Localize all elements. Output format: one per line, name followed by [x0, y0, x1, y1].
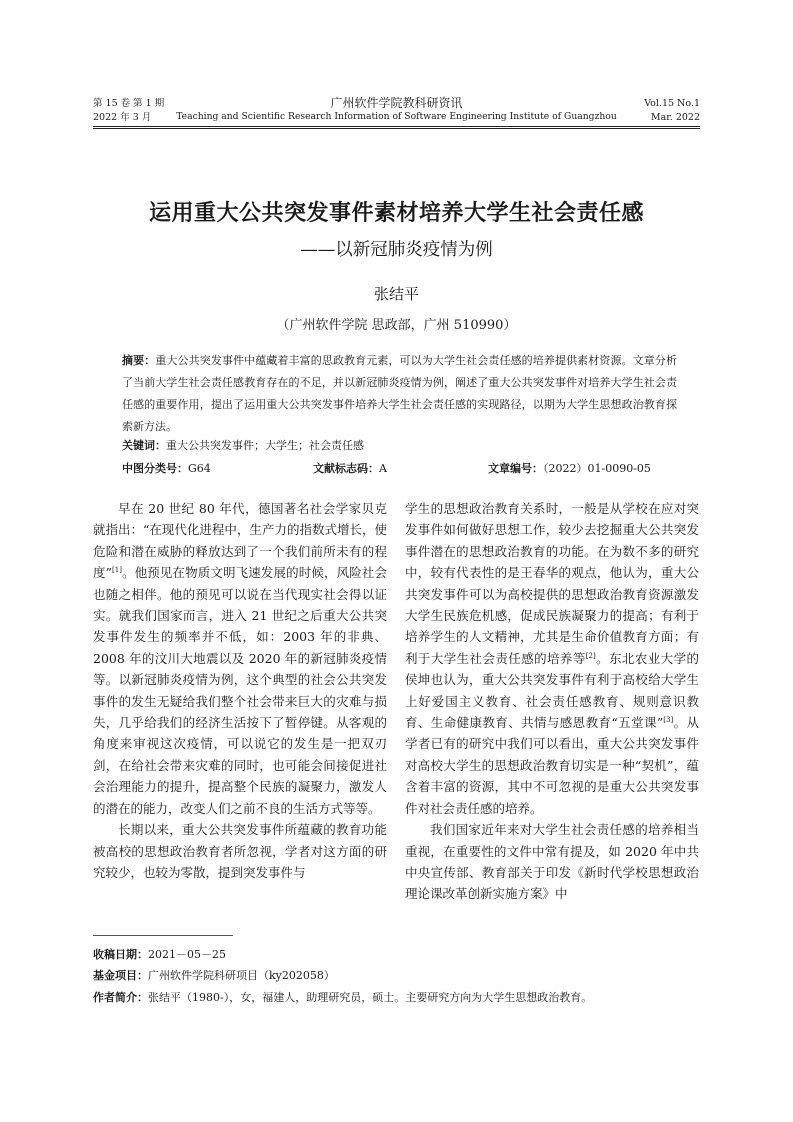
- keywords: [122, 437, 364, 453]
- citation-ref: [2]: [585, 651, 596, 660]
- body-text: 。从学者已有的研究中我们可以看出，重大公共突发事件对高校大学生的思想政治教育切实是一种“契机”，蕴含着丰富的资源，其中不可忽视的是重大公共突发事件对社会责任感的培养。: [405, 715, 699, 816]
- clc-number: [122, 460, 211, 476]
- body-column-right: [405, 498, 699, 905]
- footnote-label: 基金项目：: [93, 969, 148, 982]
- header-volume-en: Vol.15 No.1: [644, 98, 700, 109]
- header-date-cn: 2022 年 3 月: [93, 112, 152, 123]
- citation-ref: [1]: [112, 566, 122, 575]
- document-code: [313, 460, 387, 476]
- header-volume-cn: 第 15 卷 第 1 期: [93, 98, 165, 109]
- footnote-rule: [93, 935, 233, 936]
- keywords-text: 重大公共突发事件；大学生；社会责任感: [166, 439, 364, 452]
- article-affiliation: （广州软件学院 思政部，广州 510990）: [276, 318, 517, 333]
- citation-ref: [3]: [663, 715, 674, 724]
- body-text: 早在 20 世纪 80 年代，德国著名社会学家贝克就指出：“在现代化进程中，生产力的指数式增长，使危险和潜在威胁的释放达到了一个我们前所未有的程度”: [93, 501, 387, 581]
- abstract: [122, 350, 677, 438]
- body-text: 。他预见在物质文明飞速发展的时候，风险社会也随之相伴。他的预见可以说在当代现实社会得以证实。就我们国家而言，进入 21 世纪之后重大公共突发事件发生的频率并不低，如：2003 年的非典、2008 年的汶川大地震以及 2020 年的新冠肺炎疫情等。以新冠肺炎疫情为例，这个典型的社会公共突发事件的发生无疑给我们整个社会带来巨大的灾难与损失，几乎给我们的经济生活按下了暂停键。从客观的角度来审视这次疫情，可以说它的发生是一把双刃剑，在给社会带来灾难的同时，也可能会间接促进社会治理能力的提升，提高整个民族的凝聚力，激发人的潜在的能力，改变人们之前不良的生活方式等等。: [93, 565, 387, 816]
- body-paragraph: [93, 498, 387, 819]
- keywords-label: 关键词：: [122, 439, 166, 452]
- footnote-value: 2021－05－25: [148, 948, 226, 961]
- art-value: （2022）01-0090-05: [543, 462, 651, 475]
- footnote-fund: [93, 968, 335, 983]
- abstract-label: 摘要：: [122, 354, 156, 367]
- article-author: 张结平: [373, 285, 419, 303]
- footnote-label: 收稿日期：: [93, 948, 148, 961]
- body-paragraph: 长期以来，重大公共突发事件所蕴藏的教育功能被高校的思想政治教育者所忽视，学者对这方面的研究较少，也较为零散，提到突发事件与: [93, 822, 387, 880]
- article-number: [488, 460, 651, 476]
- doc-label: 文献标志码：: [313, 462, 379, 475]
- body-column-left: [93, 498, 387, 883]
- footnote-value: 广州软件学院科研项目（ky202058）: [148, 969, 335, 982]
- art-label: 文章编号：: [488, 462, 543, 475]
- clc-label: 中图分类号：: [122, 462, 188, 475]
- footnote-value: 张结平（1980-），女，福建人，助理研究员，硕士。主要研究方向为大学生思想政治教育。: [148, 991, 593, 1004]
- header-journal-en: Teaching and Scientific Research Information of Software Engineering Institute of Guangzhou: [176, 111, 617, 122]
- header-rule-top: [93, 126, 700, 127]
- footnote-label: 作者简介：: [93, 991, 148, 1004]
- abstract-text: 重大公共突发事件中蕴藏着丰富的思政教育元素，可以为大学生社会责任感的培养提供素材资源。文章分析了当前大学生社会责任感教育存在的不足，并以新冠肺炎疫情为例，阐述了重大公共突发事件对培养大学生社会责任感的重要作用，提出了运用重大公共突发事件培养大学生社会责任感的实现路径，以期为大学生思想政治教育探索新方法。: [122, 354, 678, 433]
- footnote-received: [93, 947, 226, 962]
- article-title: 运用重大公共突发事件素材培养大学生社会责任感: [148, 201, 644, 226]
- header-rule-bottom: [93, 128, 700, 129]
- article-subtitle: ——以新冠肺炎疫情为例: [300, 240, 493, 260]
- header-journal-cn: 广州软件学院教科研资讯: [330, 96, 463, 110]
- body-paragraph: [405, 498, 699, 819]
- clc-value: G64: [188, 462, 211, 475]
- body-text: 学生的思想政治教育关系时，一般是从学校在应对突发事件如何做好思想工作，较少去挖掘重大公共突发事件潜在的思想政治教育的功能。在为数不多的研究中，较有代表性的是王春华的观点，他认为，重大公共突发事件可以为高校提供的思想政治教育资源激发大学生民族危机感，促成民族凝聚力的提高；有利于培养学生的人文精神，尤其是生命价值教育方面；有利于大学生社会责任感的培养等: [405, 501, 699, 666]
- body-text: 。东北农业大学的侯坤也认为，重大公共突发事件有利于高校给大学生上好爱国主义教育、社会责任感教育、规则意识教育、生命健康教育、共情与感恩教育“五堂课”: [405, 650, 699, 731]
- header-date-en: Mar. 2022: [650, 112, 700, 123]
- footnote-author-bio: [93, 990, 592, 1005]
- doc-value: A: [379, 462, 387, 475]
- body-paragraph: 我们国家近年来对大学生社会责任感的培养相当重视，在重要性的文件中常有提及，如 2020 年中共中央宣传部、教育部关于印发《新时代学校思想政治理论课改革创新实施方案》中: [405, 822, 699, 902]
